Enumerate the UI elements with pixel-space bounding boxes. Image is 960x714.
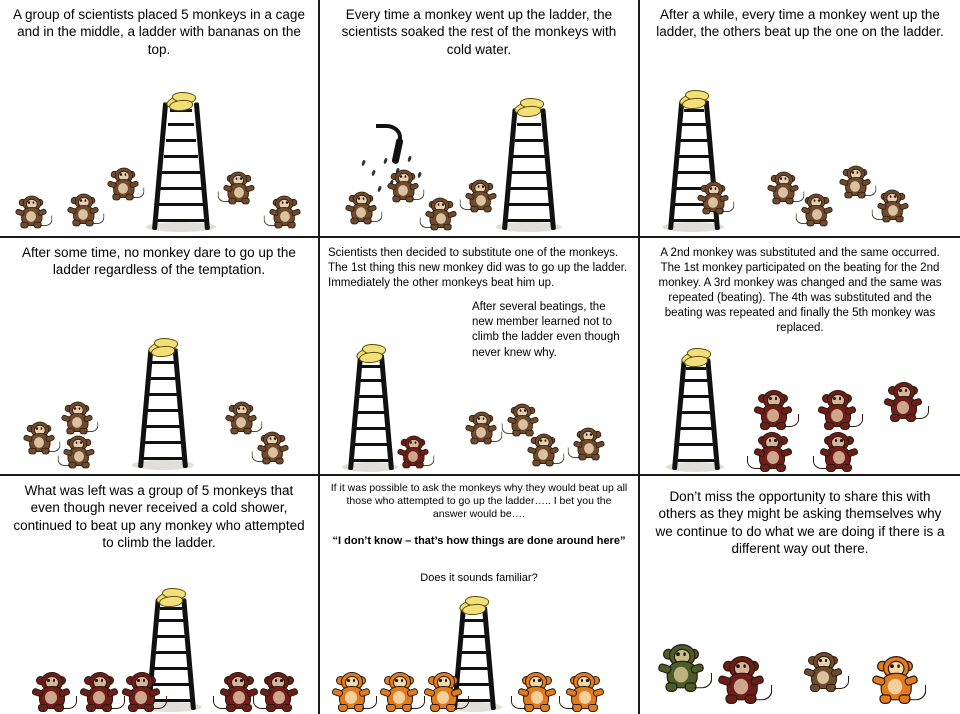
ladder xyxy=(134,348,192,468)
panel-3 xyxy=(640,0,960,238)
monkey xyxy=(347,192,375,225)
monkey xyxy=(34,672,68,712)
monkey xyxy=(575,428,603,461)
monkey xyxy=(467,180,495,213)
ladder xyxy=(498,108,560,230)
monkey xyxy=(222,672,256,712)
monkey xyxy=(661,644,702,692)
ladder xyxy=(148,102,214,230)
panel-7 xyxy=(0,476,320,714)
panel-9-caption: Don’t miss the opportunity to share this with others as they might be asking themselves why we continue to do what we are doing if there is a different way out there. xyxy=(655,489,945,556)
monkey xyxy=(820,390,854,430)
bananas-icon xyxy=(354,342,388,360)
panel-2 xyxy=(320,0,640,238)
monkey xyxy=(63,402,91,435)
panel-6-scene xyxy=(640,354,960,474)
monkey xyxy=(509,404,537,437)
bananas-icon xyxy=(146,336,180,354)
monkey xyxy=(529,434,557,467)
monkey xyxy=(82,672,116,712)
panel-4 xyxy=(0,238,320,476)
panel-5-caption: Scientists then decided to substitute one of the monkeys. The 1st thing this new monkey did was to go up the ladder. Immediately the other monkeys beat him up. xyxy=(328,247,628,289)
panel-8-footer: Does it sounds familiar? xyxy=(420,572,538,584)
monkey xyxy=(721,656,762,704)
monkey xyxy=(69,194,97,227)
monkey xyxy=(806,652,840,692)
panel-8-scene xyxy=(320,604,638,714)
panel-1-caption: A group of scientists placed 5 monkeys in a cage and in the middle, a ladder with bananas on the top. xyxy=(13,7,305,57)
monkey xyxy=(227,402,255,435)
panel-4-scene xyxy=(0,324,318,474)
monkey xyxy=(109,168,137,201)
monkey-new xyxy=(399,436,427,469)
bananas-icon xyxy=(679,346,713,364)
panel-9 xyxy=(640,476,960,714)
monkey xyxy=(756,432,790,472)
panel-4-caption: After some time, no monkey dare to go up the ladder regardless of the temptation. xyxy=(22,245,296,278)
monkey xyxy=(382,672,416,712)
monkey xyxy=(389,170,417,203)
monkey xyxy=(822,432,856,472)
panel-9-scene xyxy=(640,614,960,714)
panel-5 xyxy=(320,238,640,476)
monkey xyxy=(699,182,727,215)
monkey xyxy=(520,672,554,712)
panel-7-scene xyxy=(0,594,318,714)
monkey xyxy=(334,672,368,712)
monkey xyxy=(426,672,460,712)
monkey xyxy=(756,390,790,430)
panel-3-caption: After a while, every time a monkey went up the ladder, the others beat up the one on the ladder. xyxy=(656,7,944,40)
panel-2-caption: Every time a monkey went up the ladder, the scientists soaked the rest of the monkeys with cold water. xyxy=(341,7,617,57)
monkey xyxy=(769,172,797,205)
panel-8 xyxy=(320,476,640,714)
panel-2-scene xyxy=(320,86,638,236)
monkey xyxy=(262,672,296,712)
monkey xyxy=(25,422,53,455)
monkey xyxy=(124,672,158,712)
monkey xyxy=(886,382,920,422)
monkey xyxy=(271,196,299,229)
monkey xyxy=(17,196,45,229)
monkey xyxy=(875,656,916,704)
ladder xyxy=(344,354,398,470)
panel-5-scene xyxy=(320,346,638,474)
monkey xyxy=(65,436,93,469)
ladder xyxy=(668,358,724,470)
panel-7-caption: What was left was a group of 5 monkeys that even though never received a cold shower, continued to beat up any monkey who attempted to climb the ladder. xyxy=(13,483,305,550)
monkey xyxy=(841,166,869,199)
monkey xyxy=(467,412,495,445)
panel-8-caption: If it was possible to ask the monkeys why they would beat up all those who attempted to go up the ladder….. I bet you the answer would be…. xyxy=(330,482,628,521)
monkey xyxy=(879,190,907,223)
panel-1-scene xyxy=(0,86,318,236)
bananas-icon xyxy=(457,594,491,612)
panel-1 xyxy=(0,0,320,238)
panel-5-secondary-caption: After several beatings, the new member learned not to climb the ladder even though never knew why. xyxy=(472,301,620,359)
monkey xyxy=(427,198,455,231)
panel-6 xyxy=(640,238,960,476)
bananas-icon xyxy=(154,586,188,604)
panel-3-scene xyxy=(640,86,960,236)
monkey xyxy=(259,432,287,465)
bananas-icon xyxy=(164,90,198,108)
bananas-icon xyxy=(677,88,711,106)
monkey xyxy=(568,672,602,712)
panel-8-quote: “I don’t know – that’s how things are done around here” xyxy=(332,535,626,547)
bananas-icon xyxy=(512,96,546,114)
monkey xyxy=(803,194,831,227)
panel-6-caption: A 2nd monkey was substituted and the same occurred. The 1st monkey participated on the beating for the 2nd monkey. A 3rd monkey was changed and the same was repeated (beating). The 4th was substituted and the beating was repeated and finally the 5th monkey was replaced. xyxy=(658,247,942,334)
monkey xyxy=(225,172,253,205)
